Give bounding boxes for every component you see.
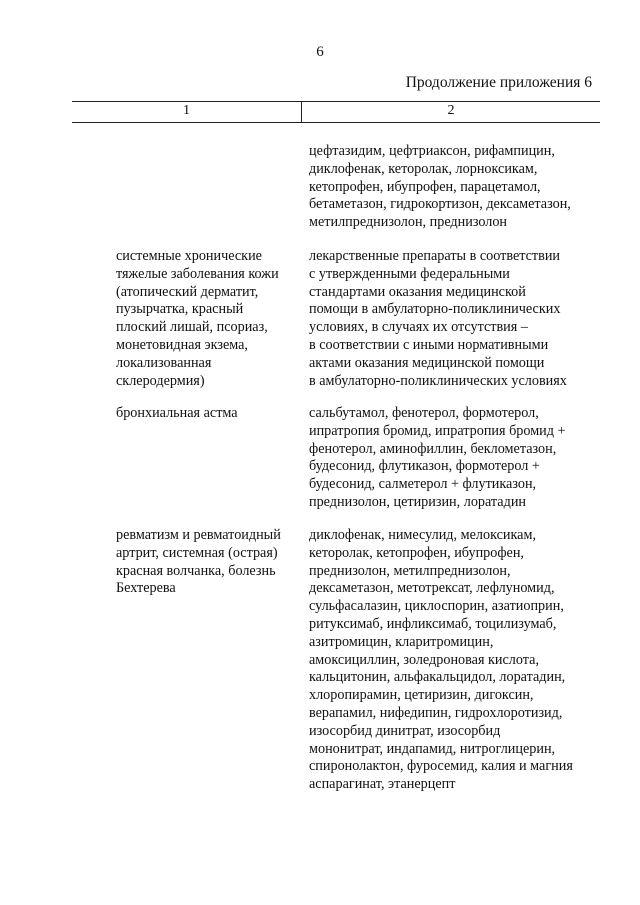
drug-line: верапамил, нифедипин, гидрохлоротизид, bbox=[309, 704, 563, 721]
table-header-col-2: 2 bbox=[447, 103, 455, 118]
disease-line: тяжелые заболевания кожи bbox=[116, 265, 279, 282]
continuation-caption: Продолжение приложения 6 bbox=[405, 74, 592, 91]
drug-line: помощи в амбулаторно-поликлинических bbox=[309, 301, 561, 318]
drug-line: кальцитонин, альфакальцидол, лоратадин, bbox=[309, 669, 566, 686]
drug-line: дексаметазон, метотрексат, лефлуномид, bbox=[309, 580, 555, 597]
drugs-cell bbox=[309, 248, 609, 390]
disease-line: пузырчатка, красный bbox=[116, 301, 244, 318]
drug-line: ритуксимаб, инфликсимаб, тоцилизумаб, bbox=[309, 615, 557, 632]
disease-line: монетовидная экзема, bbox=[116, 336, 248, 353]
disease-line: системные хронические bbox=[116, 248, 262, 264]
page-number: 6 bbox=[316, 44, 324, 60]
disease-line: артрит, системная (острая) bbox=[116, 544, 278, 561]
drug-line: аспарагинат, этанерцепт bbox=[309, 776, 456, 793]
drug-line: преднизолон, цетиризин, лоратадин bbox=[309, 493, 527, 510]
drug-line: азитромицин, кларитромицин, bbox=[309, 633, 494, 650]
drugs-cell bbox=[309, 527, 609, 794]
disease-cell bbox=[116, 527, 306, 598]
drug-line: стандартами оказания медицинской bbox=[309, 283, 526, 300]
disease-line: (атопический дерматит, bbox=[116, 283, 259, 300]
disease-line: плоский лишай, псориаз, bbox=[116, 319, 268, 336]
drugs-cell bbox=[309, 143, 609, 232]
disease-line: ревматизм и ревматоидный bbox=[116, 527, 281, 543]
drug-line: диклофенак, нимесулид, мелоксикам, bbox=[309, 527, 536, 543]
drug-line: мононитрат, индапамид, нитроглицерин, bbox=[309, 740, 556, 757]
drug-line: бетаметазон, гидрокортизон, дексаметазон, bbox=[309, 196, 571, 213]
drug-line: метилпреднизолон, преднизолон bbox=[309, 214, 508, 231]
drug-line: будесонид, флутиказон, формотерол + bbox=[309, 458, 540, 475]
disease-cell bbox=[116, 405, 306, 423]
disease-line: Бехтерева bbox=[116, 580, 176, 597]
drug-line: с утвержденными федеральными bbox=[309, 265, 510, 282]
drug-line: условиях, в случаях их отсутствия – bbox=[309, 319, 528, 336]
drug-line: фенотерол, аминофиллин, беклометазон, bbox=[309, 440, 557, 457]
drug-line: сульфасалазин, циклоспорин, азатиоприн, bbox=[309, 598, 564, 615]
disease-line: бронхиальная астма bbox=[116, 405, 238, 421]
drug-line: будесонид, салметерол + флутиказон, bbox=[309, 476, 537, 493]
disease-line: красная волчанка, болезнь bbox=[116, 562, 276, 579]
drug-line: в амбулаторно-поликлинических условиях bbox=[309, 372, 567, 389]
table-header-row bbox=[72, 101, 600, 123]
drug-line: ипратропия бромид, ипратропия бромид + bbox=[309, 422, 566, 439]
drug-line: сальбутамол, фенотерол, формотерол, bbox=[309, 405, 539, 421]
drug-line: лекарственные препараты в соответствии bbox=[309, 248, 561, 264]
drug-line: спиронолактон, фуросемид, калия и магния bbox=[309, 758, 573, 775]
disease-cell bbox=[116, 248, 306, 390]
drug-line: актами оказания медицинской помощи bbox=[309, 354, 545, 371]
drugs-cell bbox=[309, 405, 609, 512]
disease-line: склеродермия) bbox=[116, 372, 205, 389]
drug-line: диклофенак, кеторолак, лорноксикам, bbox=[309, 160, 538, 177]
drug-line: преднизолон, метилпреднизолон, bbox=[309, 562, 511, 579]
drug-line: изосорбид динитрат, изосорбид bbox=[309, 722, 501, 739]
drug-line: в соответствии с иными нормативными bbox=[309, 336, 549, 353]
drug-line: кетопрофен, ибупрофен, парацетамол, bbox=[309, 178, 541, 195]
disease-line: локализованная bbox=[116, 354, 212, 371]
drug-line: хлоропирамин, цетиризин, дигоксин, bbox=[309, 687, 534, 704]
drug-line: цефтазидим, цефтриаксон, рифампицин, bbox=[309, 143, 555, 159]
drug-line: амоксициллин, золедроновая кислота, bbox=[309, 651, 539, 668]
drug-line: кеторолак, кетопрофен, ибупрофен, bbox=[309, 544, 524, 561]
table-header-col-1: 1 bbox=[183, 103, 190, 118]
